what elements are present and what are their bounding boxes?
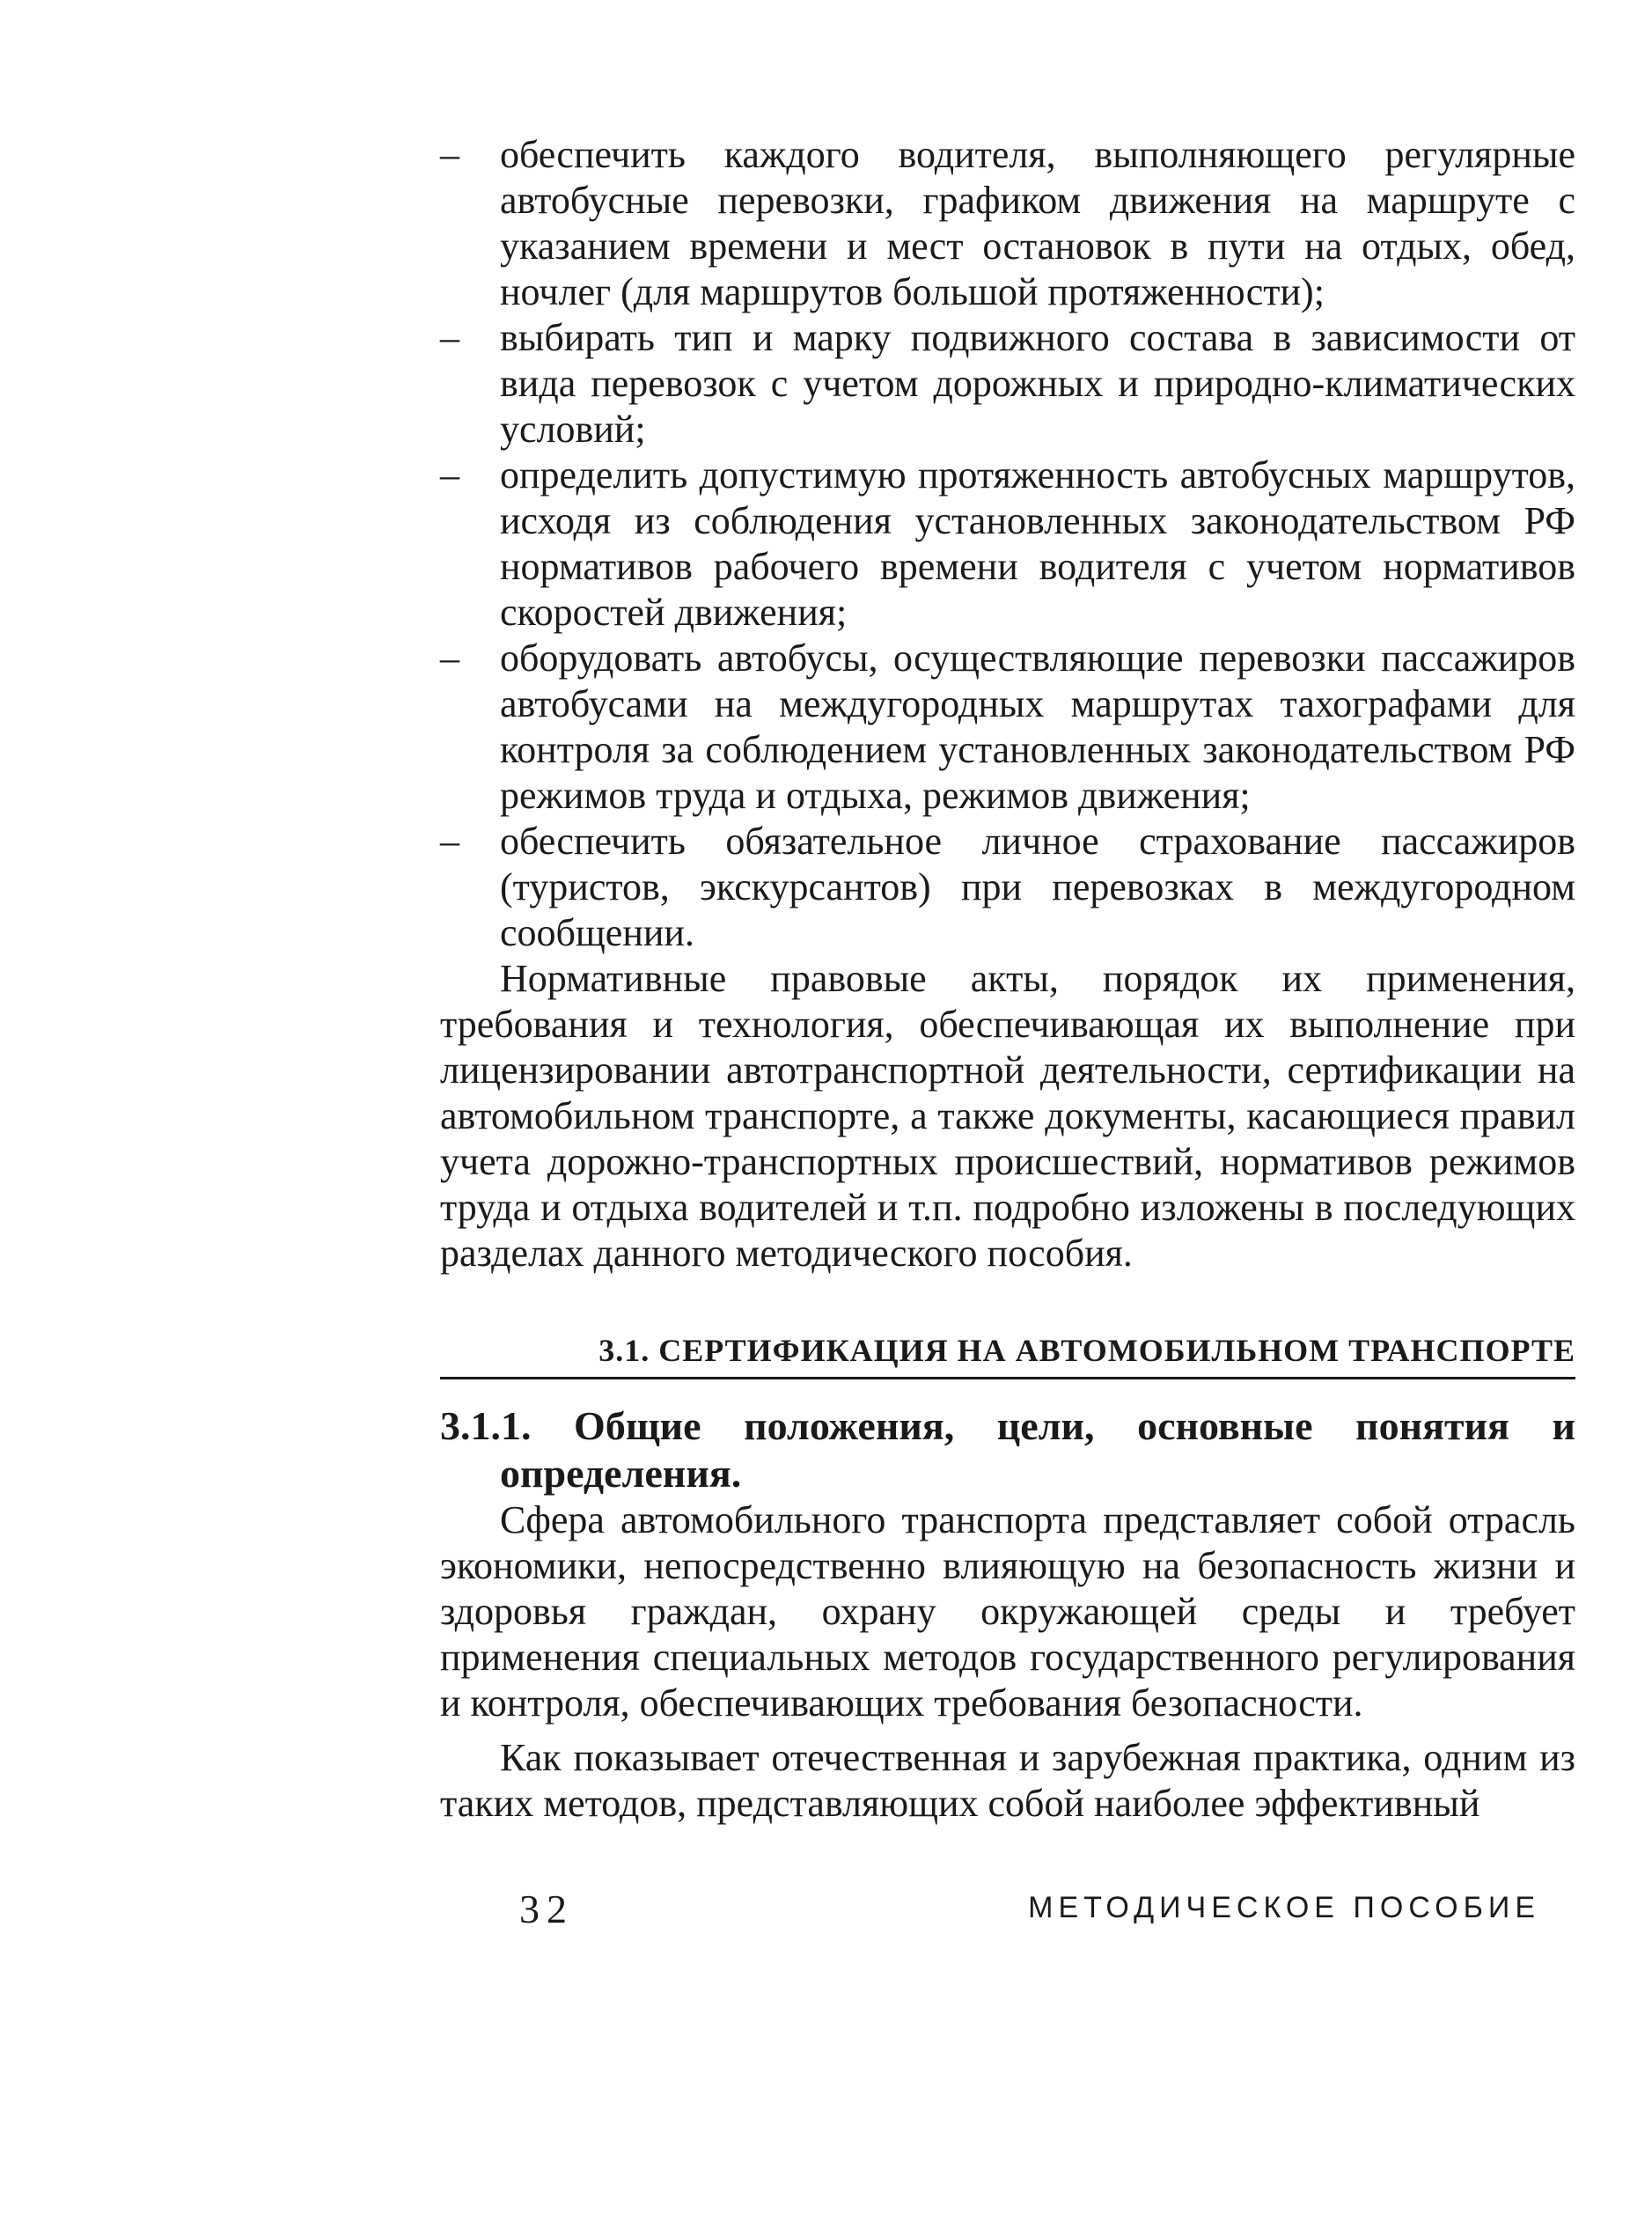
list-item bbox=[440, 132, 1575, 315]
list-item-text: оборудовать автобусы, осуществляющие перевозки пассажиров автобусами на междугородных маршрутах тахографами для контроля за соблюдением установленных законодательством РФ режимов труда и отдыха, режимов движения; bbox=[500, 636, 1575, 817]
section-heading: 3.1. СЕРТИФИКАЦИЯ НА АВТОМОБИЛЬНОМ ТРАНСПОРТЕ bbox=[440, 1329, 1575, 1379]
running-title: МЕТОДИЧЕСКОЕ ПОСОБИЕ bbox=[1028, 1891, 1540, 1924]
dash-marker: – bbox=[440, 453, 459, 496]
list-item bbox=[440, 636, 1575, 819]
list-item bbox=[440, 819, 1575, 956]
body-paragraph: Сфера автомобильного транспорта представляет собой отрасль экономики, непосредственно влияющую на безопасность жизни и здоровья граждан, охрану окружающей среды и требует применения специальных методов государственного регулирования и контроля, обеспечивающих требования безопасности. bbox=[440, 1498, 1575, 1725]
body-paragraph: Как показывает отечественная и зарубежная практика, одним из таких методов, представляющих собой наиболее эффективный bbox=[440, 1736, 1575, 1825]
subsection-heading: 3.1.1. Общие положения, цели, основные понятия и определения. bbox=[440, 1403, 1575, 1496]
dash-marker: – bbox=[440, 133, 459, 176]
list-item bbox=[440, 452, 1575, 636]
paragraph-spacer bbox=[440, 1726, 1575, 1735]
dash-marker: – bbox=[440, 636, 459, 680]
body-paragraph: Нормативные правовые акты, порядок их применения, требования и технология, обеспечивающая их выполнение при лицензировании автотранспортной деятельности, сертификации на автомобильном транспорте, а также документы, касающиеся правил учета дорожно-транспортных происшествий, нормативов режимов труда и отдыха водителей и т.п. подробно изложены в последующих разделах данного методического пособия. bbox=[440, 957, 1575, 1275]
requirements-list bbox=[440, 132, 1575, 956]
dash-marker: – bbox=[440, 820, 459, 863]
page-number: 32 bbox=[519, 1887, 574, 1931]
list-item-text: обеспечить обязательное личное страхование пассажиров (туристов, экскурсантов) при перевозках в междугородном сообщении. bbox=[500, 820, 1575, 954]
list-item-text: определить допустимую протяженность автобусных маршрутов, исходя из соблюдения установленных законодательством РФ нормативов рабочего времени водителя с учетом нормативов скоростей движения; bbox=[500, 453, 1575, 634]
list-item-text: выбирать тип и марку подвижного состава в зависимости от вида перевозок с учетом дорожных и природно-климатических условий; bbox=[500, 316, 1575, 451]
dash-marker: – bbox=[440, 316, 459, 359]
page-body bbox=[440, 132, 1575, 1827]
list-item bbox=[440, 315, 1575, 452]
page-footer bbox=[519, 1886, 1540, 1938]
list-item-text: обеспечить каждого водителя, выполняющего регулярные автобусные перевозки, графиком движения на маршруте с указанием времени и мест остановок в пути на отдых, обед, ночлег (для маршрутов большой протяженности); bbox=[500, 133, 1575, 313]
